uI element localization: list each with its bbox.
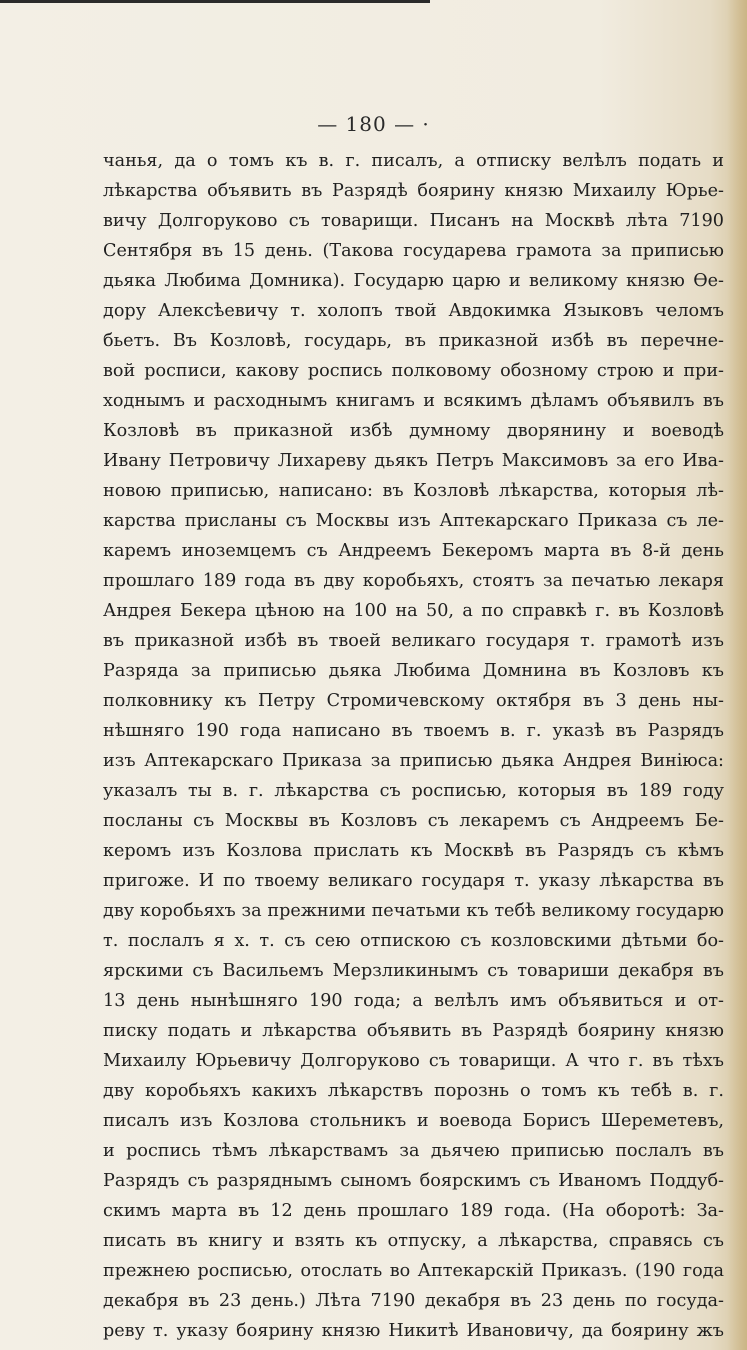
text-line: дору Алексѣевичу т. холопъ твой Авдокимка Языковъ челомъ (103, 301, 724, 321)
text-line: прошлаго 189 года въ дву коробьяхъ, стоятъ за печатью лекаря (103, 571, 724, 591)
text-line: бьетъ. Въ Козловѣ, государь, въ приказной избѣ въ перечне- (103, 331, 724, 351)
text-line: Сентября въ 15 день. (Такова государева грамота за приписью (103, 241, 724, 261)
text-line: т. послалъ я х. т. съ сею отпискою съ козловскими дѣтьми бо- (103, 931, 724, 951)
text-line: реву т. указу боярину князю Никитѣ Ивановичу, да боярину жъ (103, 1321, 724, 1341)
page-top-edge (0, 0, 430, 3)
text-line: Андрея Бекера цѣною на 100 на 50, а по справкѣ г. въ Козловѣ (103, 601, 724, 621)
text-line: ярскими съ Васильемъ Мерзликинымъ съ товариши декабря въ (103, 961, 724, 981)
text-line: писку подать и лѣкарства объявить въ Разрядѣ боярину князю (103, 1021, 724, 1041)
text-line: и роспись тѣмъ лѣкарствамъ за дьячею приписью послалъ въ (103, 1141, 724, 1161)
text-line: прежнею росписью, отослать во Аптекарскій Приказъ. (190 года (103, 1261, 724, 1281)
text-line: Разряда за приписью дьяка Любима Домнина въ Козловъ къ (103, 661, 724, 681)
text-line: 13 день нынѣшняго 190 года; а велѣлъ имъ объявиться и от- (103, 991, 724, 1011)
text-line: дву коробьяхъ за прежними печатьми къ тебѣ великому государю (103, 901, 724, 921)
text-line: карства присланы съ Москвы изъ Аптекарскаго Приказа съ ле- (103, 511, 724, 531)
text-line: Михаилу Юрьевичу Долгоруково съ товарищи. А что г. въ тѣхъ (103, 1051, 724, 1071)
text-line: лѣкарства объявить въ Разрядѣ боярину князю Михаилу Юрье- (103, 181, 724, 201)
text-line: вой росписи, какову роспись полковому обозному строю и при- (103, 361, 724, 381)
text-line: посланы съ Москвы въ Козловъ съ лекаремъ съ Андреемъ Бе- (103, 811, 724, 831)
text-line: писалъ изъ Козлова стольникъ и воевода Борисъ Шереметевъ, (103, 1111, 724, 1131)
text-line: полковнику къ Петру Стромичевскому октября въ 3 день ны- (103, 691, 724, 711)
text-line: указалъ ты в. г. лѣкарства съ росписью, которыя въ 189 году (103, 781, 724, 801)
text-line: ходнымъ и расходнымъ книгамъ и всякимъ дѣламъ объявилъ въ (103, 391, 724, 411)
text-line: Разрядъ съ разряднымъ сыномъ боярскимъ съ Иваномъ Поддуб- (103, 1171, 724, 1191)
text-line: писать въ книгу и взять къ отпуску, а лѣкарства, справясь съ (103, 1231, 724, 1251)
text-line: въ приказной избѣ въ твоей великаго государя т. грамотѣ изъ (103, 631, 724, 651)
text-line: чанья, да о томъ къ в. г. писалъ, а отписку велѣлъ подать и (103, 151, 724, 171)
text-line: керомъ изъ Козлова прислать къ Москвѣ въ Разрядъ съ кѣмъ (103, 841, 724, 861)
page-number: — 180 — · (317, 112, 430, 136)
text-line: нѣшняго 190 года написано въ твоемъ в. г. указѣ въ Разрядъ (103, 721, 724, 741)
text-line: Ивану Петровичу Лихареву дьякъ Петръ Максимовъ за его Ива- (103, 451, 724, 471)
body-text (103, 146, 724, 1346)
text-line: каремъ иноземцемъ съ Андреемъ Бекеромъ марта въ 8-й день (103, 541, 724, 561)
text-line: декабря въ 23 день.) Лѣта 7190 декабря въ 23 день по госуда- (103, 1291, 724, 1311)
text-line: Козловѣ въ приказной избѣ думному дворянину и воеводѣ (103, 421, 724, 441)
text-line: вичу Долгоруково съ товарищи. Писанъ на Москвѣ лѣта 7190 (103, 211, 724, 231)
text-line: скимъ марта въ 12 день прошлаго 189 года. (На оборотѣ: За- (103, 1201, 724, 1221)
text-line: дву коробьяхъ какихъ лѣкарствъ порознь о томъ къ тебѣ в. г. (103, 1081, 724, 1101)
page-gutter-shadow (727, 0, 747, 1350)
text-line: дьяка Любима Домника). Государю царю и великому князю Ѳе- (103, 271, 724, 291)
text-line: новою приписью, написано: въ Козловѣ лѣкарства, которыя лѣ- (103, 481, 724, 501)
text-line: пригоже. И по твоему великаго государя т. указу лѣкарства въ (103, 871, 724, 891)
text-line: изъ Аптекарскаго Приказа за приписью дьяка Андрея Виніюса: (103, 751, 724, 771)
